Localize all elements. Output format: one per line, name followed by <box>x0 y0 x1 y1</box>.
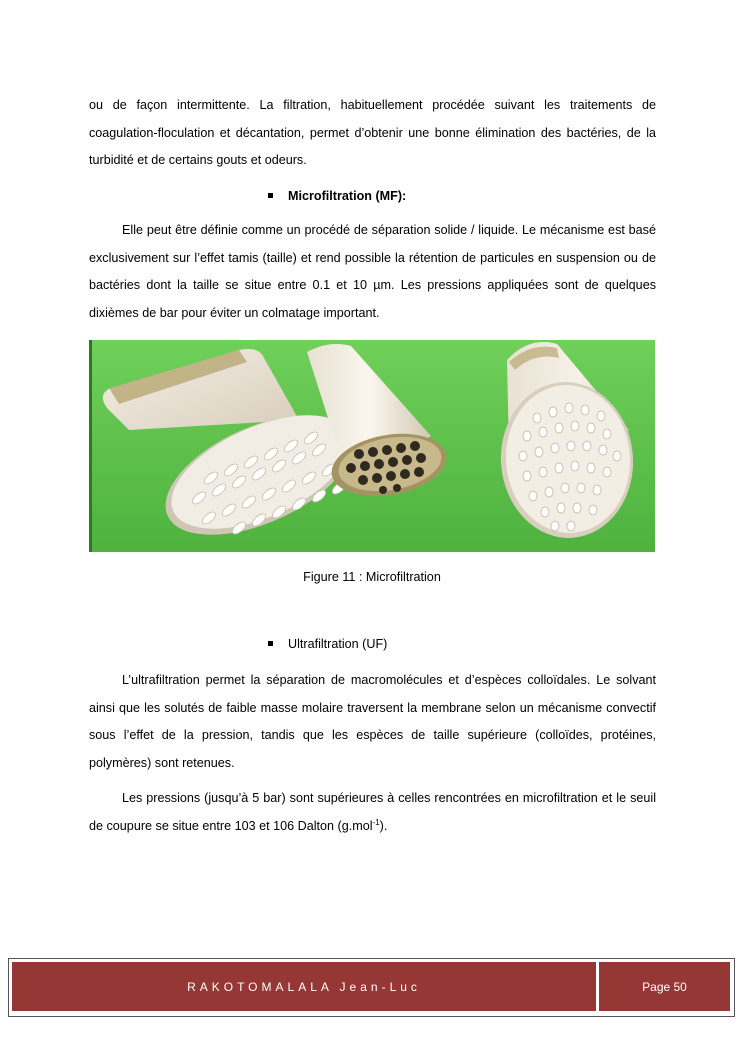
paragraph-ultrafiltration: L’ultrafiltration permet la séparation de macromolécules et d’espèces colloïdales. Le solvant ainsi que les solutés de faible masse molaire traversent la membrane selon un mécanisme convectif sous l’effet de la pression, tandis que les espèces de taille supérieure (colloïdes, protéines, polymères) sont retenues. <box>89 673 656 770</box>
footer-page-number: Page 50 <box>599 962 730 1011</box>
bullet-icon <box>268 193 273 198</box>
bullet-icon <box>268 641 273 646</box>
heading-ultrafiltration <box>268 634 387 654</box>
paragraph-filtration: ou de façon intermittente. La filtration, habituellement procédée suivant les traitements de coagulation-floculation et décantation, permet d’obtenir une bonne élimination des bactéries, de la turbidité et de certains gouts et odeurs. <box>89 98 656 168</box>
microfiltration-photo <box>89 340 655 552</box>
paragraph-pressions <box>89 785 656 840</box>
footer-author: RAKOTOMALALA Jean-Luc <box>12 962 596 1011</box>
figure-caption: Figure 11 : Microfiltration <box>303 570 441 584</box>
heading-ultrafiltration-text: Ultrafiltration (UF) <box>288 637 388 651</box>
heading-microfiltration <box>268 186 406 206</box>
paragraph-pressions-text: Les pressions (jusqu’à 5 bar) sont supérieures à celles rencontrées en microfiltration et le seuil de coupure se situe entre 103 et 106 Dalton (g.mol <box>89 791 656 833</box>
superscript-exponent: -1 <box>372 817 380 827</box>
heading-microfiltration-text: Microfiltration (MF): <box>288 189 407 203</box>
paragraph-pressions-end: ). <box>379 818 388 833</box>
paragraph-microfiltration: Elle peut être définie comme un procédé de séparation solide / liquide. Le mécanisme est basé exclusivement sur l’effet tamis (taille) et rend possible la rétention de particules en suspension ou de bactéries dont la taille se situe entre 0.1 et 10 µm. Les pressions appliquées sont de quelques dixièmes de bar pour éviter un colmatage important. <box>89 223 656 320</box>
